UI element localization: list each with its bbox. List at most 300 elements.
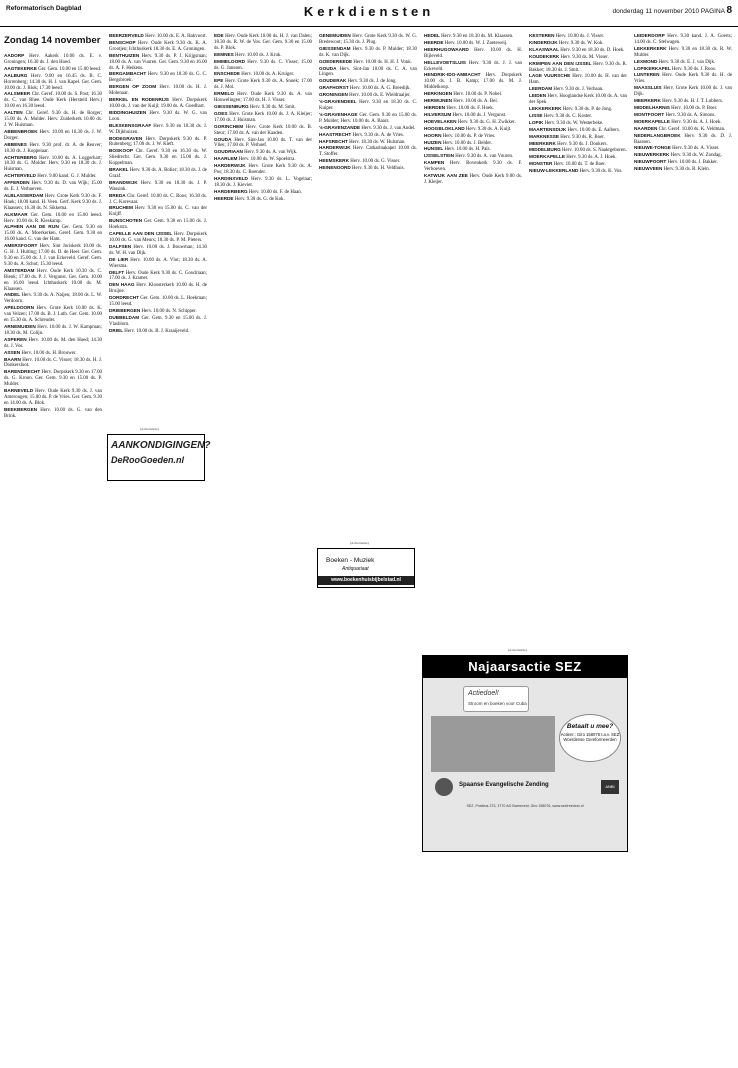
service-entry — [634, 145, 732, 152]
service-entry — [4, 224, 102, 243]
entry-services: Ger. Gem. 10.00 en 15.00 leesd. Herv. 10.00 ds. R. Kieskamp. — [4, 212, 102, 224]
entry-services: Herv. 10.00 ds. A. Vlot; 18.30 ds. A. Wiersma. — [109, 257, 207, 269]
entry-place: LEKKERKERK — [634, 45, 667, 51]
entry-services: Chr. Geref. 10.00 ds. S. Post; 16.30 ds. C. van Rhee. Oude Kerk (Hersteld Herv.) 10.00 en 16.30 leesd. — [4, 92, 102, 110]
entry-place: DRIEL — [109, 327, 124, 333]
service-entry — [4, 243, 102, 268]
entry-place: KRIMPEN AAN DEN IJSSEL — [529, 60, 592, 66]
entry-services: Herv. 9.30 ds. C. Koster. — [543, 113, 592, 119]
entry-place: 's-GRAVENZANDE — [319, 124, 361, 130]
entry-place: BRUCHEM — [109, 205, 133, 211]
advertisement-label: (Advertentie) — [140, 427, 159, 431]
entry-services: Herv. 10.00 ds. S. Naaktgeboren. — [562, 148, 627, 154]
advertisement-label: (Advertentie) — [508, 648, 527, 652]
entry-place: NIEUWVEEN — [634, 166, 663, 172]
entry-services: Herv. Dorpskerk 10.00 ds. J. B. Kamp; 17.00 ds. M. J. Middelkoop. — [424, 73, 522, 91]
entry-place: BEEKBERGEN — [4, 406, 38, 412]
service-entry — [424, 105, 522, 112]
column-7-entries — [634, 33, 732, 173]
entry-place: HUNSEL — [424, 146, 444, 152]
entry-place: ERMELO — [214, 91, 235, 97]
service-entry — [319, 165, 417, 172]
entry-services: Herv. 10.00 ds. J. Vergunst. — [452, 112, 507, 118]
service-entry — [4, 180, 102, 193]
service-entry — [424, 126, 522, 133]
entry-services: Herv. 10.00 ds. A. G. Breedijk. — [349, 86, 411, 92]
entry-place: LOPIK — [529, 119, 544, 125]
entry-services: Herv. 18.30 ds. W. Hulsman. — [349, 139, 406, 145]
entry-services: Herv. 10.00 ds. C. Visser; 18.30 ds. H. J. Donkersloot. — [4, 357, 102, 369]
service-entry — [529, 47, 627, 54]
service-entry — [424, 133, 522, 140]
service-entry — [109, 205, 207, 218]
entry-place: NIEUWERKERK — [634, 152, 670, 158]
column-6-entries — [529, 33, 627, 175]
entry-services: Herv. 9.30 ds. M. Visser. — [560, 54, 609, 60]
entry-services: Herv. 10.00 ds. T. de Boer. — [553, 162, 606, 168]
service-entry — [424, 60, 522, 73]
service-entry — [214, 149, 312, 156]
entry-place: NEDERLANGBROEK — [634, 132, 681, 138]
actiedoel-title: Actiedoel! — [468, 690, 499, 697]
entry-services: Herv. 10.00 ds. A. Bel. — [453, 99, 498, 105]
service-entry — [529, 141, 627, 148]
entry-services: Herv. 10.00 ds. H. Pals. — [444, 147, 491, 153]
masthead — [0, 0, 738, 27]
service-entry — [634, 85, 732, 98]
service-entry — [4, 66, 102, 73]
ad-website[interactable]: DeRooGoeden.nl — [111, 455, 185, 465]
entry-services: Herv. 9.30 ds. J. de Jong. — [347, 79, 397, 85]
entry-place: CAPELLE AAN DEN IJSSEL — [109, 231, 173, 237]
service-entry — [634, 66, 732, 73]
entry-place: HELLEVOETSLUIS — [424, 59, 466, 65]
service-entry — [424, 33, 522, 40]
entry-services: Herv. 10.00 ds. E. Aalbers. — [567, 127, 621, 133]
service-entry — [319, 139, 417, 146]
entry-services: Herv. Dorpskerk 9.30 ds. P. Ruitenberg; 17.00 ds. J. W. Kieft. — [109, 136, 207, 148]
service-entry — [4, 357, 102, 370]
service-entry — [214, 163, 312, 176]
service-entry — [109, 218, 207, 231]
service-entry — [4, 407, 102, 420]
entry-services: Herv. 9.30 ds. H. J. T. Lubbers. — [662, 99, 724, 105]
service-entry — [4, 350, 102, 357]
entry-services: Herv. Oude Kerk 9.00 ds. J. Kleijer. — [424, 174, 522, 185]
ad-fine-print: SEZ, Postbus 273, 3770 AG Barneveld, Giro 158076, www.sezfreedom.nl — [466, 804, 584, 808]
service-entry — [109, 167, 207, 180]
entry-services: Herv. 10.00 ds. H. Bijleveld. — [424, 47, 522, 59]
entry-place: MEERKERK — [634, 98, 661, 104]
entry-services: Herv. 9.30 ds. D. van Wijk; 15.00 ds. E. J. Verhoeven. — [4, 181, 102, 193]
entry-place: MARKNESSE — [529, 133, 559, 139]
publication-name: Reformatorisch Dagblad — [6, 5, 82, 12]
entry-services: Herv. 9.30 ds. W. Kok. — [558, 40, 604, 46]
service-entry — [529, 61, 627, 74]
column-7 — [634, 33, 732, 1063]
service-entry — [529, 54, 627, 61]
service-entry — [634, 119, 732, 126]
service-entry — [319, 78, 417, 85]
entry-place: GRONINGEN — [319, 92, 348, 98]
entry-place: MEERKERK — [529, 140, 556, 146]
entry-place: BEERZERVELD — [109, 33, 144, 38]
service-entry — [4, 173, 102, 180]
service-entry — [4, 129, 102, 142]
service-entry — [319, 158, 417, 165]
entry-services: Herv. 9.30 ds. G. H. Zwikker. — [457, 119, 516, 125]
service-entry — [529, 73, 627, 86]
entry-services: Herv. 9.30 ds. W. G. van Loon. — [109, 110, 207, 122]
entry-services: Ger. Gem. 9.30 en 15.00 ds. J. Vlasblom. — [109, 315, 207, 327]
service-entry — [319, 99, 417, 112]
entry-services: Herv. 9.30 ds. L. Vogelaar; 18.30 ds. J. Kieviet. — [214, 176, 312, 188]
entry-place: HARDERWIJK — [319, 145, 351, 151]
service-entry — [109, 84, 207, 97]
entry-place: HARDINXVELD — [214, 175, 248, 181]
entry-services: Herv. Oude Kerk 9.30 ds. K. A. Grootjen; Ichthuskerk 18.30 ds. E. A. Groningen. — [109, 40, 207, 52]
service-entry — [634, 152, 732, 159]
entry-place: LEERDAM — [529, 86, 553, 92]
entry-services: Herv. Oude Kerk 9.30 ds. C. Goudriaan; 17.00 ds. J. Kramer. — [109, 270, 207, 282]
service-entry — [4, 369, 102, 388]
entry-services: Herv. 9.30 ds. A. J. Hoek. — [671, 119, 722, 125]
entry-services: Herv. 9.30 ds. A. de Vries. — [352, 132, 404, 138]
entry-services: Herv. 10.00 ds. W. Spoelstra. — [238, 157, 296, 163]
column-3 — [214, 33, 312, 1063]
entry-place: GOUDA — [214, 136, 232, 142]
entry-services: Herv. Bovenkerk 9.30 ds. F. Verhoeven. — [424, 161, 522, 173]
entry-place: MIDDELBURG — [529, 147, 561, 153]
service-entry — [4, 142, 102, 155]
entry-place: LAGE VUURSCHE — [529, 73, 571, 79]
entry-services: Herv. 10.00 ds. J. Bakker. — [667, 160, 718, 166]
entry-place: GRAFHORST — [319, 85, 349, 91]
entry-services: Herv. 9.30 ds. J. van Andel. — [361, 125, 416, 131]
column-2-entries — [109, 33, 207, 335]
entry-place: EDE — [214, 33, 224, 38]
entry-services: Herv. 9.30 ds. A. Visser. — [672, 146, 720, 152]
entry-place: BAARN — [4, 356, 21, 362]
entry-place: AALSMEER — [4, 91, 31, 97]
service-entry — [4, 268, 102, 293]
service-entry — [214, 71, 312, 78]
betaalt-bubble — [559, 714, 621, 762]
service-entry — [424, 160, 522, 173]
section-title: Kerkdiensten — [303, 4, 435, 19]
entry-services: Herv. Grote Kerk 10.00 ds. K. van Velzen; 17.00 ds. B. J. Luth. Ger. Gem. 10.00 en 15.30 ds. A. Schreuder. — [4, 306, 102, 324]
entry-services: Herv. 9.30 ds. W. Zondag. — [670, 153, 722, 159]
entry-place: HEDEL — [424, 33, 440, 38]
entry-place: AAGTEKERKE — [4, 65, 37, 71]
entry-place: ACHTERVELD — [4, 173, 36, 179]
ad-website[interactable]: www.boekenhuisbijbelstad.nl — [318, 576, 414, 585]
entry-services: Herv. 9.30 ds. R. Boer. — [560, 134, 605, 140]
entry-place: BUNSCHOTEN — [109, 218, 143, 224]
entry-services: Herv. 9.30 ds. G. de Kok. — [234, 196, 285, 202]
service-entry — [109, 110, 207, 123]
entry-place: GIESSENDAM — [319, 45, 351, 51]
column-5 — [424, 33, 522, 1063]
entry-place: BRANDWIJK — [109, 179, 138, 185]
service-entry — [214, 78, 312, 91]
entry-services: Herv. 9.30 ds. A. van Wijk. — [244, 150, 298, 156]
service-entry — [529, 106, 627, 113]
entry-place: HIERDEN — [424, 104, 446, 110]
column-3-entries — [214, 33, 312, 203]
entry-place: HENDRIK-IDO-AMBACHT — [424, 72, 481, 78]
entry-services: Herv. 9.30 prof. dr. A. de Reuver; 18.30 ds. J. Koppelaar. — [4, 142, 102, 154]
entry-place: GENEMUIDEN — [319, 33, 351, 38]
entry-services: Herv. Grote Kerk 9.30 ds. A. Snoek; 17.00 ds. J. Mol. — [214, 79, 312, 91]
entry-services: Herv. Grote Kerk 10.00 ds. J. van Dijk. — [634, 86, 732, 98]
service-entry — [109, 244, 207, 257]
column-1-entries — [4, 53, 102, 420]
entry-place: HEERDE — [214, 195, 234, 201]
service-entry — [319, 132, 417, 139]
entry-place: MOERKAPELLE — [634, 118, 670, 124]
entry-place: NIEUWE-TONGE — [634, 145, 671, 151]
issue-date: donderdag 11 november 2010 — [612, 8, 700, 15]
entry-place: MAARTENSDIJK — [529, 126, 567, 132]
service-entry — [214, 111, 312, 124]
entry-services: Herv. 10.00 ds. F. de Haan. — [248, 189, 302, 195]
entry-services: Herv. Grote Kerk 9.30 ds. A. Pos; 18.30 ds. C. Boender. — [214, 164, 312, 176]
entry-place: ASPEREN — [4, 336, 27, 342]
entry-services: Herv. Grote Kerk 10.00 ds. B. Steur; 17.00 ds. A. van der Kaaden. — [214, 124, 312, 136]
entry-services: Herv. Oude Kerk 9.30 ds. H. de Vries. — [634, 73, 732, 85]
entry-place: EEMNES — [214, 51, 234, 57]
entry-services: Herv. 9.30 ds. H. Veldhuis. — [352, 166, 405, 172]
entry-place: LEKKERKERK — [529, 105, 562, 111]
organisation-logo-icon — [435, 778, 453, 796]
entry-place: KINDERDIJK — [529, 39, 558, 45]
entry-place: KATWIJK AAN ZEE — [424, 173, 468, 179]
entry-services: Herv. Dorpskerk 9.30 en 17.00 ds. G. Kroon. Ger. Gem. 9.30 en 15.00 ds. P. Mulder. — [4, 370, 102, 388]
service-entry — [634, 46, 732, 59]
service-entry — [214, 104, 312, 111]
entry-place: DRIEBERGEN — [109, 307, 141, 313]
service-entry — [4, 305, 102, 324]
entry-place: ALBLASSERDAM — [4, 192, 44, 198]
entry-place: LOPIKERKAPEL — [634, 65, 671, 71]
entry-services: Herv. Sint-Jan 10.00 ds. T. van der Vlies; 17.00 ds. P. Verhoef. — [214, 137, 312, 149]
service-entry — [109, 315, 207, 328]
entry-services: Herv. 10.00 ds. P. Boer. — [671, 105, 718, 111]
entry-services: Herv. 10.00 ds. A. Loggerhart; 18.30 ds. G. Molder. Herv. 9.30 en 18.30 ds. J. Huisman. — [4, 155, 102, 173]
entry-place: ASSEN — [4, 349, 21, 355]
service-entry — [634, 166, 732, 173]
service-entry — [109, 97, 207, 110]
entry-services: Herv. Grote Kerk 9.30 ds. W. G. Bredewout; 15.30 ds. J. Plug. — [319, 34, 417, 45]
entry-place: HOORN — [424, 132, 442, 138]
service-entry — [424, 173, 522, 186]
entry-place: BARNEVELD — [4, 388, 34, 394]
service-entry — [109, 71, 207, 84]
service-entry — [424, 140, 522, 147]
entry-place: LUNTEREN — [634, 72, 660, 78]
entry-services: Herv. 10.00 ds. J. Visser. — [555, 34, 605, 39]
service-entry — [4, 53, 102, 66]
service-entry — [529, 154, 627, 161]
entry-services: Herv. Sint Joriskerk 10.00 ds. G. H. J. Huiting; 17.00 ds. D. de Heer. Ger. Gem. 9.30 en 15.00 ds. J. J. van Eckeveld. Geref. Gem. 9.30 ds. A. Schot; 15.30 leesd. — [4, 244, 102, 267]
advertisement-label: (Advertentie) — [350, 541, 369, 545]
entry-place: HAFSRECHT — [319, 138, 348, 144]
entry-place: HEERHUGOWAARD — [424, 46, 469, 52]
entry-services: Chr. Geref. 10.00 ds. K. Veldman. — [658, 126, 726, 132]
entry-services: Herv. 9.30 ds. R. Bakker; 18.30 ds. J. Smit. — [529, 61, 627, 73]
entry-services: Chr. Geref. 9.30 ds. H. de Borger; 15.00 ds. A. Mulder. Herv. Zuiderkerk 10.00 ds. J. W. Huisman. — [4, 111, 102, 128]
service-entry — [424, 47, 522, 60]
entry-place: KOUDEKERK — [529, 53, 560, 59]
service-entry — [634, 159, 732, 166]
column-2 — [109, 33, 207, 1063]
entry-place: BOSKOOP — [109, 148, 133, 154]
service-entry — [424, 153, 522, 160]
entry-services: Ger. Gem. 10.00 ds. L. Hoekman; 15.00 leesd. — [109, 296, 207, 308]
entry-place: DALFSEN — [109, 243, 132, 249]
ad-title: Najaarsactie SEZ — [423, 656, 627, 678]
advertisement-aankondigingen[interactable] — [107, 434, 211, 481]
entry-services: Herv. 10.00 ds. H. Brouwer. — [21, 350, 77, 356]
entry-services: Herv. Dorpskerk 10.00 ds. G. van Meurs; 18.30 ds. P. M. Pieters. — [109, 232, 207, 243]
service-entry — [529, 147, 627, 154]
entry-services: Herv. 10.00 ds. M. den Hoed; 14.30 ds. J. Vos. — [4, 337, 102, 349]
entry-place: GOEDEREEDE — [319, 58, 353, 64]
entry-services: Herv. 9.30 ds. P. de Jong. — [562, 106, 613, 112]
entry-place: DE LIER — [109, 256, 129, 262]
entry-services: Herv. 9.30 ds. A. van Vuuren. — [455, 154, 514, 160]
entry-services: Herv. 9.30 ds. J. Donkers. — [557, 141, 608, 147]
service-entry — [4, 193, 102, 212]
entry-services: Herv. 9.30 ds. A. Kuijt. — [465, 126, 512, 132]
advertisement-najaarsactie[interactable] — [422, 655, 628, 852]
service-entry — [4, 155, 102, 174]
service-entry — [319, 33, 417, 46]
entry-services: Herv. Oude Kerk 9.30 ds. A. van Houwelingen; 17.00 ds. H. J. Visser. — [214, 92, 312, 104]
service-entry — [109, 53, 207, 72]
service-entry — [529, 120, 627, 127]
entry-services: Herv. 10.00 ds. F. Hoek. — [446, 105, 494, 111]
service-entry — [109, 123, 207, 136]
service-entry — [4, 292, 102, 305]
advertisement-boekenhuis[interactable] — [317, 548, 415, 588]
entry-place: KAMPEN — [424, 160, 445, 166]
entry-services: Herv. 10.00 ds. E. A. Hakvoort. — [145, 34, 207, 39]
entry-services: Herv. 10.00 ds. H. J. Molenaar. — [109, 85, 207, 97]
entry-services: Herv. 9.30 ds. C. Visser; 15.00 ds. G. Janssen. — [214, 59, 312, 71]
entry-place: DELFT — [109, 269, 125, 275]
service-entry — [634, 33, 732, 46]
column-5-entries — [424, 33, 522, 186]
service-entry — [529, 93, 627, 106]
service-entry — [424, 146, 522, 153]
entry-place: HEERDE — [424, 39, 444, 45]
entry-services: Herv. Sint-Jan 10.00 ds. C. A. van Lingen. — [319, 66, 417, 78]
entry-place: KLAASWAAL — [529, 46, 559, 52]
page-label: PAGINA — [700, 8, 725, 15]
entry-services: Chr. Geref. 10.00 ds. C. Roos; 16.30 ds. J. C. Korevaar. — [109, 193, 207, 205]
entry-services: Herv. 9.30 en 15.00 ds. C. van der Knijff. — [109, 206, 207, 218]
entry-place: BENTHUIZEN — [109, 52, 140, 58]
entry-services: Herv. 10.00 ds. G. van den Brink. — [4, 407, 102, 419]
entry-services: Herv. Dorpskerk 10.00 ds. J. van der Kuijl; 19.00 ds. A. Goedhart. — [109, 98, 207, 109]
service-entry — [214, 189, 312, 196]
entry-services: Herv. 10.00 ds. P. de Vries. — [442, 133, 496, 139]
service-entry — [109, 136, 207, 149]
entry-place: HERKINGEN — [424, 91, 453, 97]
service-entry — [214, 59, 312, 72]
entry-place: AALTEN — [4, 110, 23, 116]
entry-services: Herv. 9.30 en 18.30 ds. R. W. Mulder. — [634, 46, 732, 58]
service-entry — [319, 46, 417, 59]
bubble-title: Betaalt u mee? — [566, 723, 614, 730]
service-entry — [319, 66, 417, 79]
service-entry — [319, 59, 417, 66]
entry-services: Herv. 9.30 kand. J. A. Goerts; 14.00 ds. C. Stelwagen. — [634, 34, 732, 45]
entry-place: NIEUW-LEKKERLAND — [529, 168, 579, 174]
entry-services: Herv. 10.00 ds. W. J. Zoeteweij. — [444, 40, 508, 46]
entry-services: Herv. 9.30 en 18.30 ds. C. Kuiper. — [319, 100, 417, 111]
entry-place: GOUDRIAAN — [214, 149, 243, 155]
entry-place: ABBENBROEK — [4, 128, 38, 134]
service-entry — [109, 231, 207, 244]
entry-services: Herv. Oude Kerk 10.00 ds. H. J. van Dalen; 18.30 ds. R. W. de Vos. Ger. Gem. 9.30 en 15.00 ds. P. Blok. — [214, 34, 312, 51]
entry-services: Herv. 9.30 ds. M. Smit. — [249, 104, 296, 110]
service-entry — [4, 73, 102, 92]
service-entry — [319, 85, 417, 92]
entry-place: KESTEREN — [529, 33, 555, 38]
entry-place: IJSSELSTEIN — [424, 153, 454, 159]
entry-place: APELDOORN — [4, 305, 34, 311]
entry-place: HAARLEM — [214, 156, 238, 162]
entry-place: 's-GRAVENHAGE — [319, 111, 358, 117]
service-entry — [214, 196, 312, 203]
entry-place: BERKEL EN RODENRIJS — [109, 97, 169, 103]
entry-place: GORINCHEM — [214, 123, 244, 129]
entry-services: Herv. 9.30 ds. E. J. van Dijk. — [658, 59, 716, 65]
entry-services: Herv. 10.00 ds. B. J. Kraaijeveld. — [124, 328, 190, 334]
entry-place: LEXMOND — [634, 58, 658, 64]
entry-services: Herv. Oude Kerk 10.30 ds. C. Blenk; 17.00 ds. P. J. Vergunst. Ger. Gem. 10.00 en 16.00 leesd. Ichthuskerk 10.00 ds. M. Klaassen. — [4, 268, 102, 292]
service-entry — [214, 156, 312, 163]
entry-place: BERGEN OP ZOOM — [109, 84, 157, 90]
entry-place: BIDDINGHUIZEN — [109, 109, 147, 115]
service-entry — [214, 124, 312, 137]
service-entry — [634, 59, 732, 66]
service-entry — [319, 145, 417, 158]
service-entry — [109, 148, 207, 167]
ad-subline: Antiquariaat — [342, 566, 369, 572]
entry-place: 's-GRAVENDEEL — [319, 99, 357, 105]
service-entry — [529, 40, 627, 47]
service-entry — [109, 328, 207, 335]
service-entry — [634, 105, 732, 112]
service-entry — [109, 193, 207, 206]
entry-services: Herv. 9.30 en 18.30 ds. M. Klaassen. — [441, 34, 514, 39]
entry-services: Ger. Gem. 9.30 en 15.00 ds. A. Moerkerken. Geref. Gem. 9.30 en 16.00 kand. G. van der Ham. — [4, 225, 102, 243]
service-entry — [109, 40, 207, 53]
entry-services: Ger. Gem. 10.00 en 15.00 leesd. — [38, 66, 102, 72]
entry-place: NAARDEN — [634, 125, 658, 131]
entry-place: HAASTRECHT — [319, 131, 352, 137]
entry-place: HOEVELAKEN — [424, 118, 457, 124]
service-entry — [529, 86, 627, 93]
entry-place: ANDEL — [4, 292, 21, 298]
entry-place: BREDA — [109, 192, 126, 198]
entry-services: Herv. 9.30 ds. P. J. Krijgsman; 18.00 ds. A. van Vuuren. Ger. Gem. 9.30 en 16.00 ds. A. F. Heikens. — [109, 53, 207, 71]
column-1 — [4, 33, 102, 1063]
